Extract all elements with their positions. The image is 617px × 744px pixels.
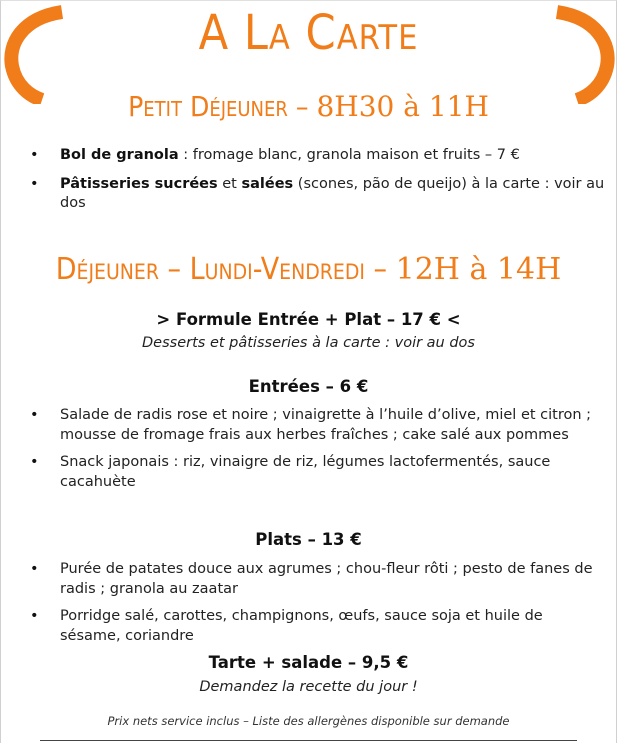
tart-note: Demandez la recette du jour ! [199,679,418,695]
lunch-hours: 12H à 14H [395,252,562,287]
item-name: Pâtisseries sucrées [60,175,218,192]
bullet: • [30,407,39,423]
item-description: Snack japonais : riz, vinaigre de riz, légumes lactofermentés, sauce cacahuète [60,454,551,490]
item-name: Bol de granola [60,147,179,163]
bullet: • [30,454,39,470]
breakfast-hours: 8H30 à 11H [316,90,489,123]
footer-note: Prix nets service inclus – Liste des allergènes disponible sur demande [107,714,510,728]
formula-note: Desserts et pâtisseries à la carte : voir au dos [142,335,475,351]
item-description: : fromage blanc, granola maison et fruits – 7 € [178,147,520,163]
item-description: Porridge salé, carottes, champignons, œufs, sauce soja et huile de sésame, coriandre [60,608,543,644]
list-item [0,406,607,445]
list-item [0,175,607,214]
item-name-2: salées [241,175,294,192]
list-item [0,146,607,166]
tart-heading: Tarte + salade – 9,5 € [208,653,409,672]
item-connector: et [217,175,242,192]
lunch-heading [0,253,617,287]
formula-title: > Formule Entrée + Plat – 17 € < [156,310,461,329]
item-description: Purée de patates douce aux agrumes ; chou-fleur rôti ; pesto de fanes de radis ; granola au zaatar [60,561,593,597]
list-item [0,607,607,646]
footer-divider [40,740,577,741]
bullet: • [30,561,39,577]
mains-heading: Plats – 13 € [255,530,362,549]
starters-heading: Entrées – 6 € [248,377,369,396]
menu-title: A La Carte [198,5,419,61]
lunch-heading-label: Déjeuner – Lundi-Vendredi – [55,252,388,287]
breakfast-heading [0,90,617,124]
mains-list [0,560,607,646]
list-item [0,560,607,599]
breakfast-list [0,146,607,214]
bullet: • [30,608,39,624]
item-description: (scones, pão de queijo) à la carte : voir au dos [60,175,605,211]
bullet: • [30,147,39,163]
starters-list [0,406,607,492]
bullet: • [30,175,39,192]
item-description: Salade de radis rose et noire ; vinaigrette à l’huile d’olive, miel et citron ; mousse de fromage frais aux herbes fraîches ; cake salé aux pommes [60,407,592,443]
breakfast-heading-label: Petit Déjeuner – [128,90,309,123]
list-item [0,453,607,492]
